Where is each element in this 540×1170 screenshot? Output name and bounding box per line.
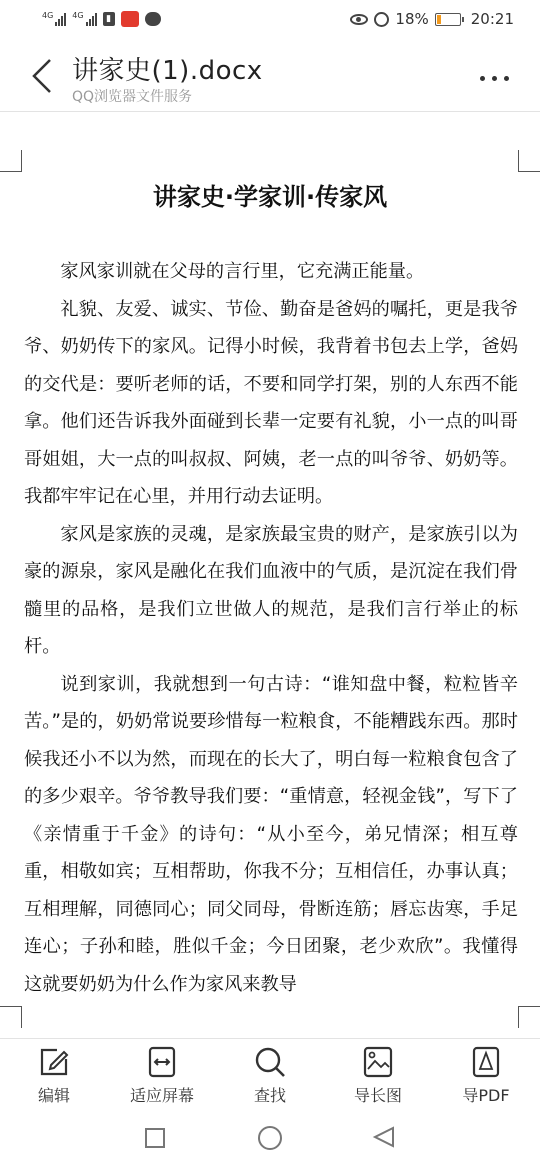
battery-icon <box>435 13 461 26</box>
app-notification-icon <box>121 11 139 27</box>
document-viewer[interactable] <box>0 113 540 1038</box>
more-dot-icon <box>480 76 485 81</box>
app-header <box>0 38 540 112</box>
status-left <box>42 11 161 27</box>
back-arrow-icon <box>26 54 62 98</box>
recent-apps-button[interactable] <box>145 1128 165 1148</box>
status-right <box>350 10 514 28</box>
edit-label: 编辑 <box>37 1086 70 1105</box>
network-type-2: 4G <box>72 11 84 20</box>
page-corner-mark <box>0 1006 22 1028</box>
page-corner-mark <box>0 150 22 172</box>
more-menu-button[interactable] <box>474 68 514 88</box>
page-corner-mark <box>518 150 540 172</box>
battery-fill <box>437 15 441 24</box>
paragraph: 家风是家族的灵魂，是家族最宝贵的财产，是家族引以为豪的源泉，家风是融化在我们血液中的气质，是沉淀在我们骨髓里的品格，是我们立世做人的规范，是我们言行举止的标杆。 <box>24 523 518 657</box>
more-dot-icon <box>492 76 497 81</box>
home-button[interactable] <box>258 1126 282 1150</box>
search-icon <box>253 1045 287 1079</box>
system-navigation-bar <box>0 1106 540 1170</box>
edit-icon <box>37 1045 71 1079</box>
long-image-icon <box>361 1045 395 1079</box>
pdf-icon <box>469 1045 503 1079</box>
eye-comfort-icon <box>350 14 368 25</box>
paragraph: 说到家训，我就想到一句古诗：“谁知盘中餐，粒粒皆辛苦。”是的，奶奶常说要珍惜每一粒粮食，不能糟践东西。那时候我还小不以为然，而现在的长大了，明白每一粒粮食包含了的多少艰辛。爷爷教导我们要：“重情意，轻视金钱”，写下了《亲情重于千金》的诗句：“从小至今，弟兄情深；相互尊重，相敬如宾；互相帮助，你我不分；互相信任，办事认真；互相理解，同德同心；同父同母，骨断连筋；唇忘齿寒，手足连心；子孙和睦，胜似千金；今日团聚，老少欢欣”。我懂得这就要奶奶为什么作为家风来教导 <box>24 673 518 995</box>
back-button[interactable] <box>26 54 62 98</box>
chat-icon <box>145 12 161 26</box>
edit-button[interactable] <box>4 1039 104 1106</box>
triangle-back-icon <box>372 1126 396 1148</box>
status-bar <box>0 0 540 38</box>
more-dot-icon <box>504 76 509 81</box>
bottom-toolbar <box>0 1038 540 1106</box>
status-time: 20:21 <box>470 10 514 28</box>
battery-percent: 18% <box>395 10 429 28</box>
export-pdf-button[interactable] <box>436 1039 536 1106</box>
system-back-button[interactable] <box>372 1126 396 1152</box>
alarm-icon <box>374 12 389 27</box>
paragraph: 礼貌、友爱、诚实、节俭、勤奋是爸妈的嘱托，更是我爷爷、奶奶传下的家风。记得小时候，我背着书包去上学，爸妈的交代是：要听老师的话，不要和同学打架，别的人东西不能拿。他们还告诉我外面碰到长辈一定要有礼貌，小一点的叫哥哥姐姐，大一点的叫叔叔、阿姨，老一点的叫爷爷、奶奶等。我都牢牢记在心里，并用行动去证明。 <box>24 298 518 507</box>
document-body <box>24 253 518 1003</box>
network-type-1: 4G <box>42 11 54 20</box>
page-corner-mark <box>518 1006 540 1028</box>
export-long-image-label: 导长图 <box>353 1086 402 1105</box>
find-label: 查找 <box>253 1086 286 1105</box>
export-pdf-label: 导PDF <box>462 1086 510 1105</box>
find-button[interactable] <box>220 1039 320 1106</box>
document-title: 讲家史(1).docx <box>72 56 263 86</box>
document-heading: 讲家史·学家训·传家风 <box>152 183 388 211</box>
signal-icon <box>72 12 96 26</box>
fit-screen-button[interactable] <box>112 1039 212 1106</box>
signal-icon <box>42 12 66 26</box>
sim-icon: ▮ <box>103 12 115 26</box>
fit-screen-icon <box>145 1045 179 1079</box>
paragraph: 家风家训就在父母的言行里，它充满正能量。 <box>60 261 425 282</box>
fit-screen-label: 适应屏幕 <box>129 1086 194 1105</box>
document-subtitle: QQ浏览器文件服务 <box>72 89 193 105</box>
export-long-image-button[interactable] <box>328 1039 428 1106</box>
